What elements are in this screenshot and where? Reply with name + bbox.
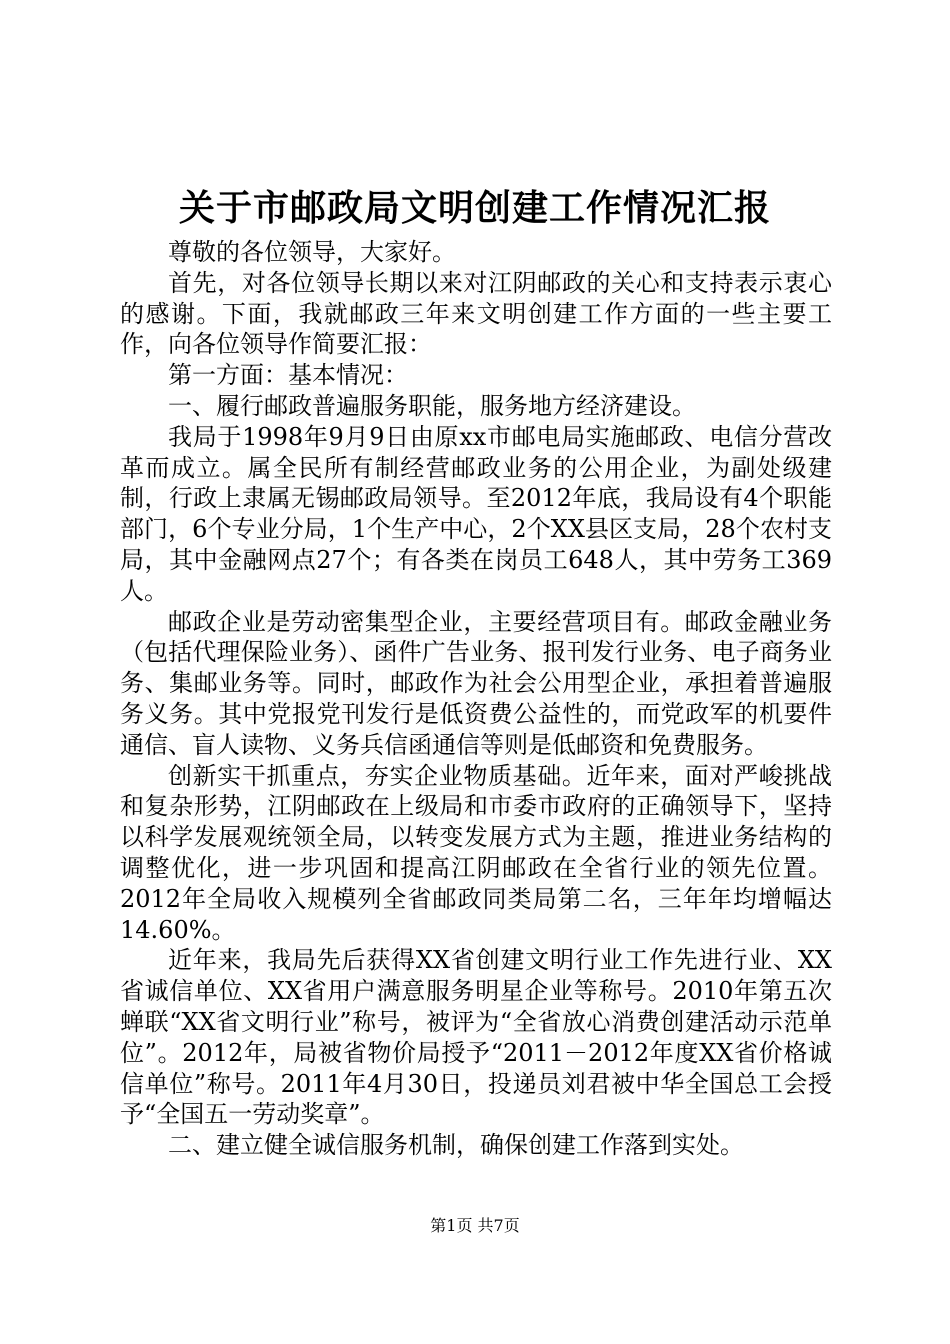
paragraph-section-heading: 第一方面：基本情况： bbox=[168, 361, 408, 390]
document-title: 关于市邮政局文明创建工作情况汇报 bbox=[178, 187, 771, 229]
paragraph-business-scope: 邮政企业是劳动密集型企业，主要经营项目有。邮政金融业务（包括代理保险业务）、函件广告业务、报刊发行业务、电子商务业务、集邮业务等。同时，邮政作为社会公用型企业，承担着普遍服务义务。其中党报党刊发行是低资费公益性的，而党政军的机要件通信、盲人读物、义务兵信函通信等则是低邮资和免费服务。 bbox=[120, 607, 832, 759]
page-footer: 第1页 共7页 bbox=[430, 1216, 520, 1235]
paragraph-innovation: 创新实干抓重点，夯实企业物质基础。近年来，面对严峻挑战和复杂形势，江阴邮政在上级局和市委市政府的正确领导下，坚持以科学发展观统领全局，以转变发展方式为主题，推进业务结构的调整优化，进一步巩固和提高江阴邮政在全省行业的领先位置。2012年全局收入规模列全省邮政同类局第二名，三年年均增幅达14.60%。 bbox=[120, 761, 832, 944]
paragraph-honors: 近年来，我局先后获得XX省创建文明行业工作先进行业、XX省诚信单位、XX省用户满意服务明星企业等称号。2010年第五次蝉联“XX省文明行业”称号，被评为“全省放心消费创建活动示范单位”。2012年，局被省物价局授予“2011－2012年度XX省价格诚信单位”称号。2011年4月30日，投递员刘君被中华全国总工会授予“全国五一劳动奖章”。 bbox=[120, 946, 832, 1129]
paragraph-intro: 首先，对各位领导长期以来对江阴邮政的关心和支持表示衷心的感谢。下面，我就邮政三年来文明创建工作方面的一些主要工作，向各位领导作简要汇报： bbox=[120, 268, 832, 359]
document-body bbox=[120, 237, 832, 1161]
paragraph-history: 我局于1998年9月9日由原xx市邮电局实施邮政、电信分营改革而成立。属全民所有制经营邮政业务的公用企业，为副处级建制，行政上隶属无锡邮政局领导。至2012年底，我局设有4个职能部门，6个专业分局，1个生产中心，2个XX县区支局，28个农村支局，其中金融网点27个；有各类在岗员工648人，其中劳务工369人。 bbox=[120, 422, 832, 605]
paragraph-subheading-two: 二、建立健全诚信服务机制，确保创建工作落到实处。 bbox=[168, 1131, 744, 1160]
paragraph-subheading-one: 一、履行邮政普遍服务职能，服务地方经济建设。 bbox=[168, 391, 696, 420]
paragraph-greeting: 尊敬的各位领导，大家好。 bbox=[168, 238, 456, 266]
